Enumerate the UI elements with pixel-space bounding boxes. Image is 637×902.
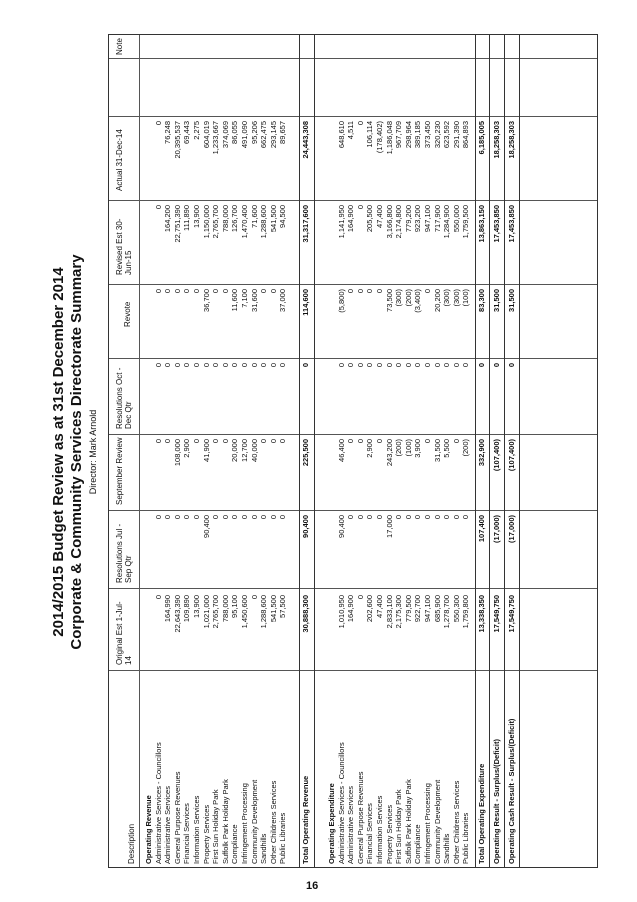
cell-c1: 541,500	[268, 595, 278, 623]
cell-c7: 604,019	[201, 121, 211, 149]
cell-c4: 0	[442, 363, 452, 368]
cell-c1: 47,400	[375, 595, 384, 618]
cell-c2: 90,400	[201, 515, 211, 538]
cell-c2: 0	[432, 515, 442, 520]
cell-c2: 0	[230, 515, 240, 520]
cell-c3: 225,500	[301, 439, 310, 467]
cell-c7: 1,233,667	[211, 121, 221, 155]
cell-c7: 86,055	[230, 121, 240, 144]
cell-c6: 71,600	[249, 205, 259, 228]
section-heading: Operating Revenue	[144, 795, 153, 864]
cell-c5: 0	[172, 289, 182, 294]
cell-c4: 0	[336, 363, 346, 368]
cell-c6: 111,890	[182, 205, 192, 231]
row-description: First Sun Holiday Park	[211, 789, 221, 864]
cell-c2: 0	[461, 515, 471, 520]
cell-c5: (300)	[394, 289, 404, 307]
col-revote: Revote	[123, 301, 132, 327]
col-september-review: September Review	[115, 437, 124, 505]
cell-c7: 648,610	[336, 121, 346, 149]
cell-c1: 57,500	[278, 595, 288, 618]
cell-c5: 0	[365, 289, 375, 294]
cell-c4: 0	[423, 363, 432, 368]
row-description: Information Services	[192, 795, 201, 864]
cell-c7: 4,511	[346, 121, 356, 140]
cell-c1: 164,900	[346, 595, 356, 623]
row-description: General Purpose Revenues	[355, 771, 365, 864]
cell-c4: 0	[384, 363, 394, 368]
cell-c5: 0	[375, 289, 384, 294]
cell-c2: 0	[346, 515, 356, 520]
row-description: Financial Services	[182, 803, 192, 864]
cell-c7: 24,443,308	[301, 121, 310, 159]
col-original-est: Original Est 1-Jul-14	[115, 601, 133, 665]
cell-c4: 0	[240, 363, 249, 368]
cell-c7: 373,450	[423, 121, 432, 149]
cell-c7: 20,395,537	[172, 121, 182, 159]
cell-c5: 36,700	[201, 289, 211, 312]
cell-c2: 0	[442, 515, 452, 520]
cell-c4: 0	[153, 363, 163, 368]
cell-c7: 320,230	[432, 121, 442, 149]
cell-c6: 2,174,800	[394, 205, 404, 239]
cell-c7: 389,185	[413, 121, 423, 149]
cell-c4: 0	[201, 363, 211, 368]
cell-c4: 0	[211, 363, 221, 368]
cell-c1: 164,990	[163, 595, 173, 623]
cell-c4: 0	[268, 363, 278, 368]
cell-c1: 1,021,000	[201, 595, 211, 629]
cell-c6: 1,141,950	[336, 205, 346, 239]
cell-c1: 922,700	[413, 595, 423, 623]
cell-c5: (200)	[403, 289, 413, 307]
cell-c3: (100)	[403, 439, 413, 457]
row-description: Administrative Services	[163, 786, 173, 864]
row-description: Property Services	[384, 804, 394, 864]
col-resolutions-jul-sep: Resolutions Jul - Sep Qtr	[115, 523, 133, 583]
cell-c4: 0	[301, 363, 310, 368]
cell-c3: 108,000	[172, 439, 182, 467]
cell-c1: 2,175,300	[394, 595, 404, 629]
cell-c4: 0	[375, 363, 384, 368]
row-description: Sandhills	[259, 833, 269, 864]
cell-c6: 717,900	[432, 205, 442, 233]
cell-c2: 0	[220, 515, 230, 520]
cell-c5: 20,200	[432, 289, 442, 312]
cell-c6: 31,317,600	[301, 205, 310, 243]
cell-c6: 17,453,850	[492, 205, 501, 243]
cell-c3: 0	[268, 439, 278, 444]
row-description: Administrative Services	[346, 786, 356, 864]
cell-c2: 17,000	[384, 515, 394, 538]
cell-c3: 0	[153, 439, 163, 444]
cell-c4: 0	[192, 363, 201, 368]
cell-c4: 0	[477, 363, 486, 368]
cell-c3: (200)	[461, 439, 471, 457]
cell-c6: 94,500	[278, 205, 288, 228]
cell-c3: 332,900	[477, 439, 486, 467]
row-description: Public Libraries	[278, 812, 288, 864]
cell-c6: 541,500	[268, 205, 278, 233]
cell-c4: 0	[259, 363, 269, 368]
cell-c4: 0	[451, 363, 461, 368]
cell-c6: 779,200	[403, 205, 413, 233]
cell-c5: 7,100	[240, 289, 249, 308]
cell-c6: 2,765,700	[211, 205, 221, 239]
cell-c6: 47,400	[375, 205, 384, 228]
cell-c2: 0	[451, 515, 461, 520]
cell-c3: 0	[278, 439, 288, 444]
cell-c1: 779,500	[403, 595, 413, 623]
cell-c3: 2,900	[365, 439, 375, 458]
cell-c4: 0	[492, 363, 501, 368]
cell-c3: (107,400)	[507, 439, 516, 472]
cell-c5: 0	[355, 289, 365, 294]
cell-c6: 0	[153, 205, 163, 210]
cell-c3: 0	[355, 439, 365, 444]
cell-c5: 37,000	[278, 289, 288, 312]
cell-c4: 0	[403, 363, 413, 368]
cell-c5: 0	[423, 289, 432, 294]
cell-c6: 0	[355, 205, 365, 210]
cell-c1: 1,010,950	[336, 595, 346, 629]
row-description: Compliance	[413, 824, 423, 864]
cell-c7: 18,258,303	[492, 121, 501, 159]
row-description: Other Childrens Services	[451, 780, 461, 864]
cell-c5: 0	[259, 289, 269, 294]
cell-c4: 0	[249, 363, 259, 368]
cell-c2: 0	[423, 515, 432, 520]
cell-c1: 95,100	[230, 595, 240, 618]
cell-c2: 0	[172, 515, 182, 520]
cell-c5: (300)	[451, 289, 461, 307]
cell-c4: 0	[432, 363, 442, 368]
cell-c2: 0	[355, 515, 365, 520]
cell-c2: 0	[259, 515, 269, 520]
cell-c7: (178,402)	[375, 121, 384, 154]
cell-c6: 22,751,390	[172, 205, 182, 243]
cell-c1: 0	[355, 595, 365, 600]
cell-c6: 126,700	[230, 205, 240, 233]
cell-c7: 0	[355, 121, 365, 126]
cell-c1: 1,450,600	[240, 595, 249, 629]
cell-c7: 95,206	[249, 121, 259, 144]
director-line: Director: Mark Arnold	[88, 409, 98, 495]
cell-c3: 20,000	[230, 439, 240, 462]
row-description: Operating Cash Result - Surplus/(Deficit)	[507, 718, 516, 864]
cell-c4: 0	[163, 363, 173, 368]
row-description: Public Libraries	[461, 812, 471, 864]
cell-c7: 374,069	[220, 121, 230, 149]
cell-c3: 2,900	[182, 439, 192, 458]
row-description: Operating Result - Surplus/(Deficit)	[492, 738, 501, 864]
cell-c7: 298,964	[403, 121, 413, 149]
col-actual: Actual 31-Dec-14	[115, 129, 124, 191]
cell-c7: 623,592	[442, 121, 452, 149]
cell-c2: 0	[403, 515, 413, 520]
col-description: Description	[127, 823, 136, 864]
cell-c6: 1,150,000	[201, 205, 211, 239]
cell-c6: 1,759,500	[461, 205, 471, 239]
cell-c1: 1,759,800	[461, 595, 471, 629]
row-description: Information Services	[375, 795, 384, 864]
cell-c7: 293,145	[268, 121, 278, 149]
cell-c6: 923,200	[413, 205, 423, 233]
cell-c1: 1,278,700	[442, 595, 452, 629]
cell-c2: (17,000)	[507, 515, 516, 543]
cell-c1: 13,900	[192, 595, 201, 618]
row-description: Administrative Services - Councillors	[336, 742, 346, 864]
cell-c7: 2,275	[192, 121, 201, 140]
cell-c5: (5,800)	[336, 289, 346, 313]
cell-c7: 69,443	[182, 121, 192, 144]
cell-c5: (3,400)	[413, 289, 423, 313]
cell-c5: 73,500	[384, 289, 394, 312]
cell-c5: 11,600	[230, 289, 240, 312]
row-description: Compliance	[230, 824, 240, 864]
cell-c1: 17,549,750	[507, 595, 516, 633]
cell-c6: 205,500	[365, 205, 375, 233]
cell-c2: 0	[163, 515, 173, 520]
cell-c5: (300)	[442, 289, 452, 307]
cell-c1: 2,765,700	[211, 595, 221, 629]
cell-c6: 788,000	[220, 205, 230, 233]
cell-c5: (100)	[461, 289, 471, 307]
cell-c7: 6,185,005	[477, 121, 486, 155]
cell-c7: 967,709	[394, 121, 404, 149]
col-note: Note	[115, 38, 124, 55]
report-subtitle: Corporate & Community Services Directorate Summary	[68, 254, 85, 650]
row-description: Suffolk Park Holiday Park	[403, 779, 413, 864]
cell-c1: 202,600	[365, 595, 375, 623]
cell-c5: 0	[153, 289, 163, 294]
row-description: Suffolk Park Holiday Park	[220, 779, 230, 864]
cell-c7: 1,186,048	[384, 121, 394, 155]
row-description: General Purpose Revenues	[172, 771, 182, 864]
cell-c7: 291,390	[451, 121, 461, 149]
cell-c5: 0	[346, 289, 356, 294]
cell-c5: 31,500	[492, 289, 501, 312]
row-description: Other Childrens Services	[268, 780, 278, 864]
cell-c5: 31,500	[507, 289, 516, 312]
cell-c3: 0	[423, 439, 432, 444]
cell-c4: 0	[220, 363, 230, 368]
cell-c2: 0	[365, 515, 375, 520]
cell-c4: 0	[394, 363, 404, 368]
cell-c4: 0	[182, 363, 192, 368]
cell-c2: 0	[394, 515, 404, 520]
cell-c5: 0	[220, 289, 230, 294]
cell-c3: 31,500	[432, 439, 442, 462]
cell-c6: 1,288,600	[259, 205, 269, 239]
cell-c6: 1,470,400	[240, 205, 249, 239]
cell-c1: 0	[249, 595, 259, 600]
cell-c1: 17,549,750	[492, 595, 501, 633]
cell-c4: 0	[507, 363, 516, 368]
row-description: Total Operating Revenue	[301, 775, 310, 864]
cell-c5: 0	[182, 289, 192, 294]
cell-c6: 164,900	[346, 205, 356, 233]
cell-c2: (17,000)	[492, 515, 501, 543]
cell-c1: 22,643,390	[172, 595, 182, 633]
cell-c6: 3,166,800	[384, 205, 394, 239]
cell-c5: 0	[268, 289, 278, 294]
cell-c3: 41,900	[201, 439, 211, 462]
row-description: Infringement Processing	[423, 783, 432, 864]
cell-c3: 3,900	[413, 439, 423, 458]
col-revised-est: Revised Est 30-Jun-15	[115, 218, 133, 275]
cell-c6: 1,284,900	[442, 205, 452, 239]
cell-c2: 90,400	[336, 515, 346, 538]
cell-c1: 13,338,350	[477, 595, 486, 633]
cell-c3: 0	[346, 439, 356, 444]
cell-c5: 0	[192, 289, 201, 294]
cell-c4: 0	[365, 363, 375, 368]
cell-c5: 31,600	[249, 289, 259, 312]
cell-c4: 0	[413, 363, 423, 368]
cell-c3: 0	[163, 439, 173, 444]
cell-c3: 12,700	[240, 439, 249, 462]
cell-c7: 0	[153, 121, 163, 126]
cell-c2: 0	[182, 515, 192, 520]
cell-c3: (107,400)	[492, 439, 501, 472]
cell-c1: 788,000	[220, 595, 230, 623]
cell-c5: 0	[211, 289, 221, 294]
cell-c4: 0	[355, 363, 365, 368]
cell-c1: 685,900	[432, 595, 442, 623]
row-description: Financial Services	[365, 803, 375, 864]
cell-c1: 30,888,300	[301, 595, 310, 633]
cell-c2: 0	[211, 515, 221, 520]
cell-c4: 0	[230, 363, 240, 368]
row-description: Property Services	[201, 804, 211, 864]
cell-c3: (200)	[394, 439, 404, 457]
cell-c3: 0	[220, 439, 230, 444]
cell-c3: 0	[259, 439, 269, 444]
cell-c2: 0	[240, 515, 249, 520]
cell-c3: 5,500	[442, 439, 452, 458]
cell-c3: 40,000	[249, 439, 259, 462]
cell-c2: 0	[268, 515, 278, 520]
cell-c2: 0	[192, 515, 201, 520]
cell-c4: 0	[278, 363, 288, 368]
page-number: 16	[306, 880, 319, 892]
cell-c3: 0	[211, 439, 221, 444]
col-resolutions-oct-dec: Resolutions Oct - Dec Qtr	[115, 367, 133, 429]
row-description: Infringement Processing	[240, 783, 249, 864]
section-heading: Operating Expenditure	[327, 783, 336, 864]
cell-c7: 662,475	[259, 121, 269, 149]
report-title: 2014/2015 Budget Review as at 31st December 2014	[50, 267, 67, 637]
cell-c7: 76,248	[163, 121, 173, 144]
cell-c1: 550,300	[451, 595, 461, 623]
row-description: Total Operating Expenditure	[477, 763, 486, 864]
cell-c6: 947,100	[423, 205, 432, 233]
cell-c7: 18,258,303	[507, 121, 516, 159]
cell-c2: 90,400	[301, 515, 310, 538]
cell-c3: 0	[375, 439, 384, 444]
cell-c3: 0	[451, 439, 461, 444]
cell-c6: 17,453,850	[507, 205, 516, 243]
cell-c4: 0	[172, 363, 182, 368]
row-description: Community Development	[249, 779, 259, 864]
row-description: Administrative Services - Councillors	[153, 742, 163, 864]
cell-c6: 13,863,150	[477, 205, 486, 243]
cell-c5: 114,600	[301, 289, 310, 316]
cell-c6: 164,200	[163, 205, 173, 233]
cell-c2: 0	[153, 515, 163, 520]
row-description: First Sun Holiday Park	[394, 789, 404, 864]
cell-c2: 0	[278, 515, 288, 520]
table-header	[115, 35, 137, 867]
cell-c1: 0	[153, 595, 163, 600]
cell-c7: 491,090	[240, 121, 249, 149]
budget-sheet	[44, 32, 600, 872]
cell-c4: 0	[461, 363, 471, 368]
cell-c1: 1,288,600	[259, 595, 269, 629]
cell-c4: 0	[346, 363, 356, 368]
cell-c7: 864,893	[461, 121, 471, 149]
cell-c3: 243,200	[384, 439, 394, 467]
row-description: Sandhills	[442, 833, 452, 864]
cell-c2: 0	[375, 515, 384, 520]
cell-c3: 46,400	[336, 439, 346, 462]
cell-c6: 550,000	[451, 205, 461, 233]
cell-c7: 106,114	[365, 121, 375, 148]
cell-c7: 89,657	[278, 121, 288, 144]
cell-c3: 0	[192, 439, 201, 444]
cell-c5: 83,300	[477, 289, 486, 312]
cell-c1: 2,833,100	[384, 595, 394, 629]
cell-c2: 107,400	[477, 515, 486, 543]
cell-c1: 947,100	[423, 595, 432, 623]
budget-table	[108, 34, 598, 868]
cell-c2: 0	[249, 515, 259, 520]
cell-c5: 0	[163, 289, 173, 294]
cell-c2: 0	[413, 515, 423, 520]
cell-c1: 109,890	[182, 595, 192, 623]
cell-c6: 13,900	[192, 205, 201, 228]
row-description: Community Development	[432, 779, 442, 864]
